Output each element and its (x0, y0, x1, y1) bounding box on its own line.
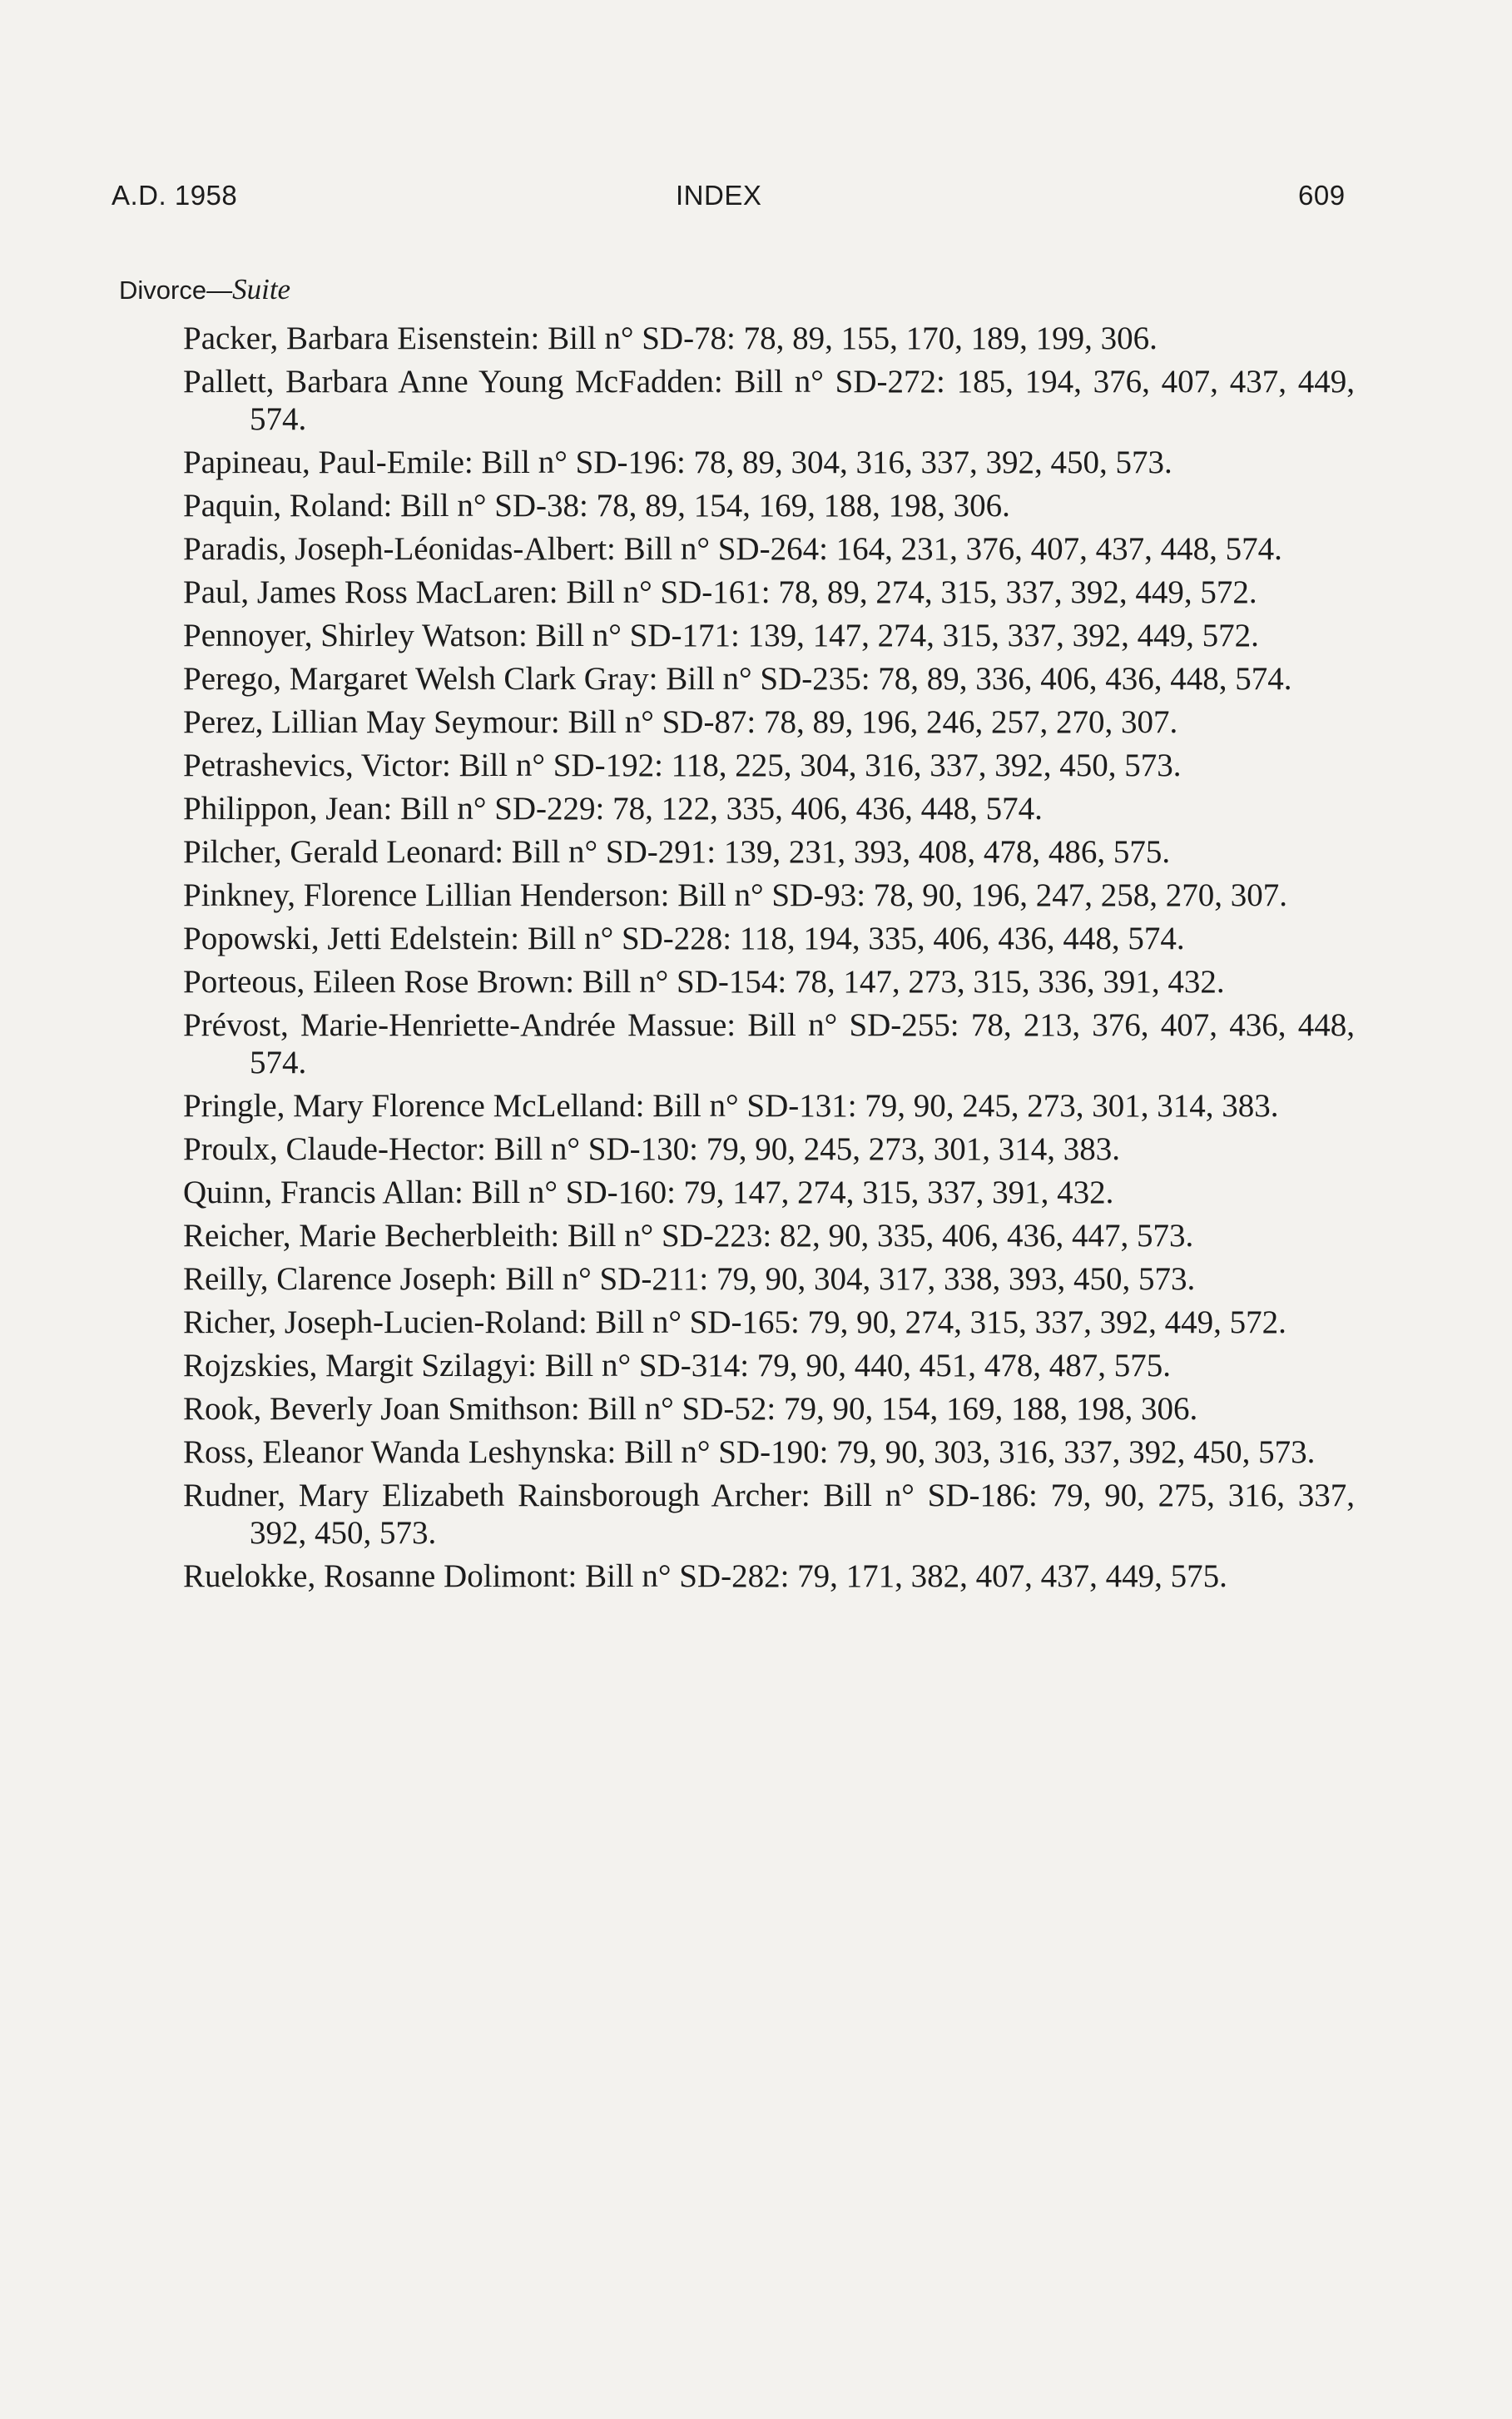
index-entry: Porteous, Eileen Rose Brown: Bill n° SD-154: 78, 147, 273, 315, 336, 391, 432. (183, 964, 1225, 1000)
index-entry: Popowski, Jetti Edelstein: Bill n° SD-228: 118, 194, 335, 406, 436, 448, 574. (183, 921, 1185, 956)
index-entry: Proulx, Claude-Hector: Bill n° SD-130: 79, 90, 245, 273, 301, 314, 383. (183, 1131, 1120, 1167)
index-entry: Pallett, Barbara Anne Young McFadden: Bill n° SD-272: 185, 194, 376, 407, 437, 449, 574. (183, 364, 1355, 437)
index-entry: Packer, Barbara Eisenstein: Bill n° SD-78: 78, 89, 155, 170, 189, 199, 306. (183, 320, 1158, 356)
index-entry: Paquin, Roland: Bill n° SD-38: 78, 89, 154, 169, 188, 198, 306. (183, 488, 1010, 524)
index-entry: Perego, Margaret Welsh Clark Gray: Bill n° SD-235: 78, 89, 336, 406, 436, 448, 574. (183, 661, 1292, 697)
index-entry: Paul, James Ross MacLaren: Bill n° SD-161: 78, 89, 274, 315, 337, 392, 449, 572. (183, 574, 1257, 610)
page-number: 609 (1298, 180, 1346, 211)
index-entry: Ruelokke, Rosanne Dolimont: Bill n° SD-282: 79, 171, 382, 407, 437, 449, 575. (183, 1558, 1227, 1594)
section-heading-main: Divorce— (119, 276, 233, 305)
index-entry-list (183, 320, 1355, 1601)
index-entry: Pennoyer, Shirley Watson: Bill n° SD-171: 139, 147, 274, 315, 337, 392, 449, 572. (183, 618, 1259, 653)
index-entry: Paradis, Joseph-Léonidas-Albert: Bill n° SD-264: 164, 231, 376, 407, 437, 448, 574. (183, 531, 1282, 567)
index-entry: Reicher, Marie Becherbleith: Bill n° SD-223: 82, 90, 335, 406, 436, 447, 573. (183, 1218, 1194, 1254)
section-heading-continued: Suite (232, 273, 291, 305)
index-entry: Rojzskies, Margit Szilagyi: Bill n° SD-314: 79, 90, 440, 451, 478, 487, 575. (183, 1348, 1172, 1383)
index-entry: Prévost, Marie-Henriette-Andrée Massue: Bill n° SD-255: 78, 213, 376, 407, 436, 448, 574. (183, 1007, 1355, 1080)
index-entry: Reilly, Clarence Joseph: Bill n° SD-211: 79, 90, 304, 317, 338, 393, 450, 573. (183, 1261, 1196, 1297)
index-entry: Petrashevics, Victor: Bill n° SD-192: 118, 225, 304, 316, 337, 392, 450, 573. (183, 748, 1182, 783)
header-year: A.D. 1958 (112, 180, 238, 211)
index-entry: Pinkney, Florence Lillian Henderson: Bill n° SD-93: 78, 90, 196, 247, 258, 270, 307. (183, 877, 1288, 913)
index-entry: Richer, Joseph-Lucien-Roland: Bill n° SD-165: 79, 90, 274, 315, 337, 392, 449, 572. (183, 1304, 1286, 1340)
index-entry: Perez, Lillian May Seymour: Bill n° SD-87: 78, 89, 196, 246, 257, 270, 307. (183, 704, 1178, 740)
index-entry: Pringle, Mary Florence McLelland: Bill n° SD-131: 79, 90, 245, 273, 301, 314, 383. (183, 1088, 1279, 1124)
index-entry: Philippon, Jean: Bill n° SD-229: 78, 122, 335, 406, 436, 448, 574. (183, 791, 1043, 827)
running-head (0, 180, 1512, 213)
index-entry: Ross, Eleanor Wanda Leshynska: Bill n° SD-190: 79, 90, 303, 316, 337, 392, 450, 573. (183, 1434, 1316, 1470)
header-title: INDEX (676, 180, 762, 211)
index-entry: Rudner, Mary Elizabeth Rainsborough Archer: Bill n° SD-186: 79, 90, 275, 316, 337, 392, 450, 573. (183, 1478, 1355, 1551)
index-entry: Quinn, Francis Allan: Bill n° SD-160: 79, 147, 274, 315, 337, 391, 432. (183, 1175, 1114, 1210)
index-entry: Papineau, Paul-Emile: Bill n° SD-196: 78, 89, 304, 316, 337, 392, 450, 573. (183, 445, 1172, 480)
index-entry: Rook, Beverly Joan Smithson: Bill n° SD-52: 79, 90, 154, 169, 188, 198, 306. (183, 1391, 1198, 1427)
index-entry: Pilcher, Gerald Leonard: Bill n° SD-291: 139, 231, 393, 408, 478, 486, 575. (183, 834, 1171, 870)
section-heading (119, 273, 290, 306)
